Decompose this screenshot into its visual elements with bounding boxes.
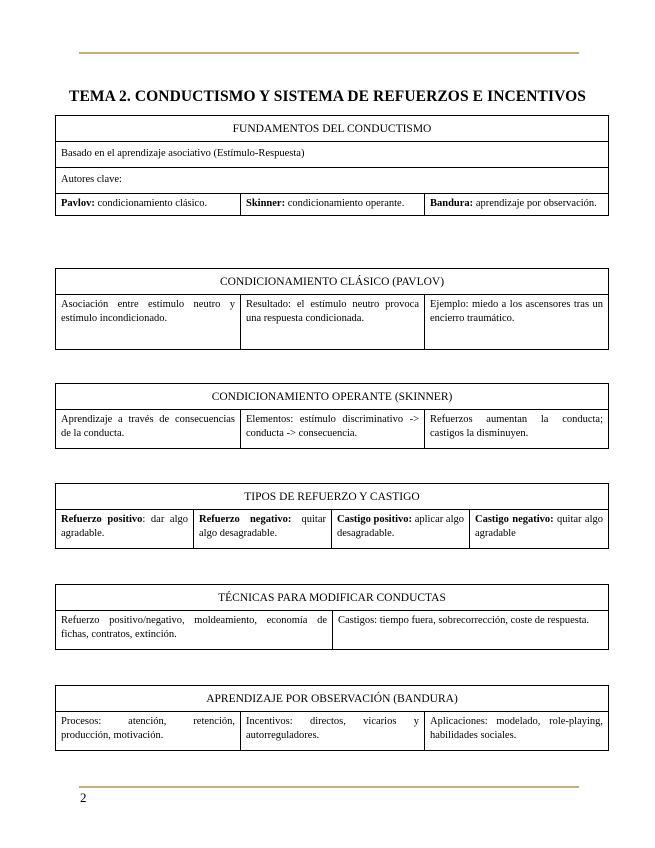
author-description: aprendizaje por observación. <box>473 198 597 209</box>
tipos-table <box>55 483 609 549</box>
table-cell: Incentivos: directos, vicarios y autorreguladores. <box>241 712 425 751</box>
author-skinner-cell <box>241 194 425 216</box>
definition: quitar algo desagradable. <box>199 514 326 539</box>
castigo-negativo-cell <box>470 510 609 549</box>
definition: : dar algo agradable. <box>61 514 188 539</box>
clasico-table <box>55 268 609 350</box>
refuerzo-negativo-cell <box>194 510 332 549</box>
clasico-header: CONDICIONAMIENTO CLÁSICO (PAVLOV) <box>56 269 609 295</box>
refuerzo-positivo-cell <box>56 510 194 549</box>
fundamentos-authors-label: Autores clave: <box>56 168 609 194</box>
term: Refuerzo negativo: <box>199 514 292 525</box>
tipos-header: TIPOS DE REFUERZO Y CASTIGO <box>56 484 609 510</box>
author-pavlov-cell <box>56 194 241 216</box>
tecnicas-table <box>55 584 609 650</box>
table-cell: Refuerzos aumentan la conducta; castigos la disminuyen. <box>425 410 609 449</box>
page-number: 2 <box>80 790 87 805</box>
document-title: TEMA 2. CONDUCTISMO Y SISTEMA DE REFUERZOS E INCENTIVOS <box>69 88 586 105</box>
table-cell: Procesos: atención, retención, producción, motivación. <box>56 712 241 751</box>
table-cell: Castigos: tiempo fuera, sobrecorrección, coste de respuesta. <box>333 611 609 650</box>
operante-table <box>55 383 609 449</box>
author-name: Bandura: <box>430 198 474 209</box>
fundamentos-basis: Basado en el aprendizaje asociativo (Estímulo-Respuesta) <box>56 142 609 168</box>
table-cell: Asociación entre estímulo neutro y estímulo incondicionado. <box>56 295 241 350</box>
table-cell: Ejemplo: miedo a los ascensores tras un encierro traumático. <box>425 295 609 350</box>
author-bandura-cell <box>425 194 609 216</box>
term: Castigo positivo: <box>337 514 413 525</box>
term: Castigo negativo: <box>475 514 554 525</box>
fundamentos-header: FUNDAMENTOS DEL CONDUCTISMO <box>56 116 609 142</box>
table-cell: Aplicaciones: modelado, role-playing, habilidades sociales. <box>425 712 609 751</box>
author-name: Pavlov: <box>61 198 95 209</box>
table-cell: Refuerzo positivo/negativo, moldeamiento, economía de fichas, contratos, extinción. <box>56 611 333 650</box>
definition: quitar algo agradable <box>475 514 603 539</box>
operante-header: CONDICIONAMIENTO OPERANTE (SKINNER) <box>56 384 609 410</box>
term: Refuerzo positivo <box>61 514 143 525</box>
table-cell: Aprendizaje a través de consecuencias de la conducta. <box>56 410 241 449</box>
bandura-table <box>55 685 609 751</box>
castigo-positivo-cell <box>332 510 470 549</box>
table-cell: Elementos: estímulo discriminativo -> conducta -> consecuencia. <box>241 410 425 449</box>
table-cell: Resultado: el estímulo neutro provoca una respuesta condicionada. <box>241 295 425 350</box>
author-description: condicionamiento operante. <box>285 198 405 209</box>
fundamentos-table <box>55 115 609 216</box>
author-name: Skinner: <box>246 198 286 209</box>
header-rule <box>79 52 579 54</box>
author-description: condicionamiento clásico. <box>94 198 208 209</box>
bandura-header: APRENDIZAJE POR OBSERVACIÓN (BANDURA) <box>56 686 609 712</box>
footer-rule <box>79 786 579 788</box>
definition: aplicar algo desagradable. <box>337 514 464 539</box>
tecnicas-header: TÉCNICAS PARA MODIFICAR CONDUCTAS <box>56 585 609 611</box>
